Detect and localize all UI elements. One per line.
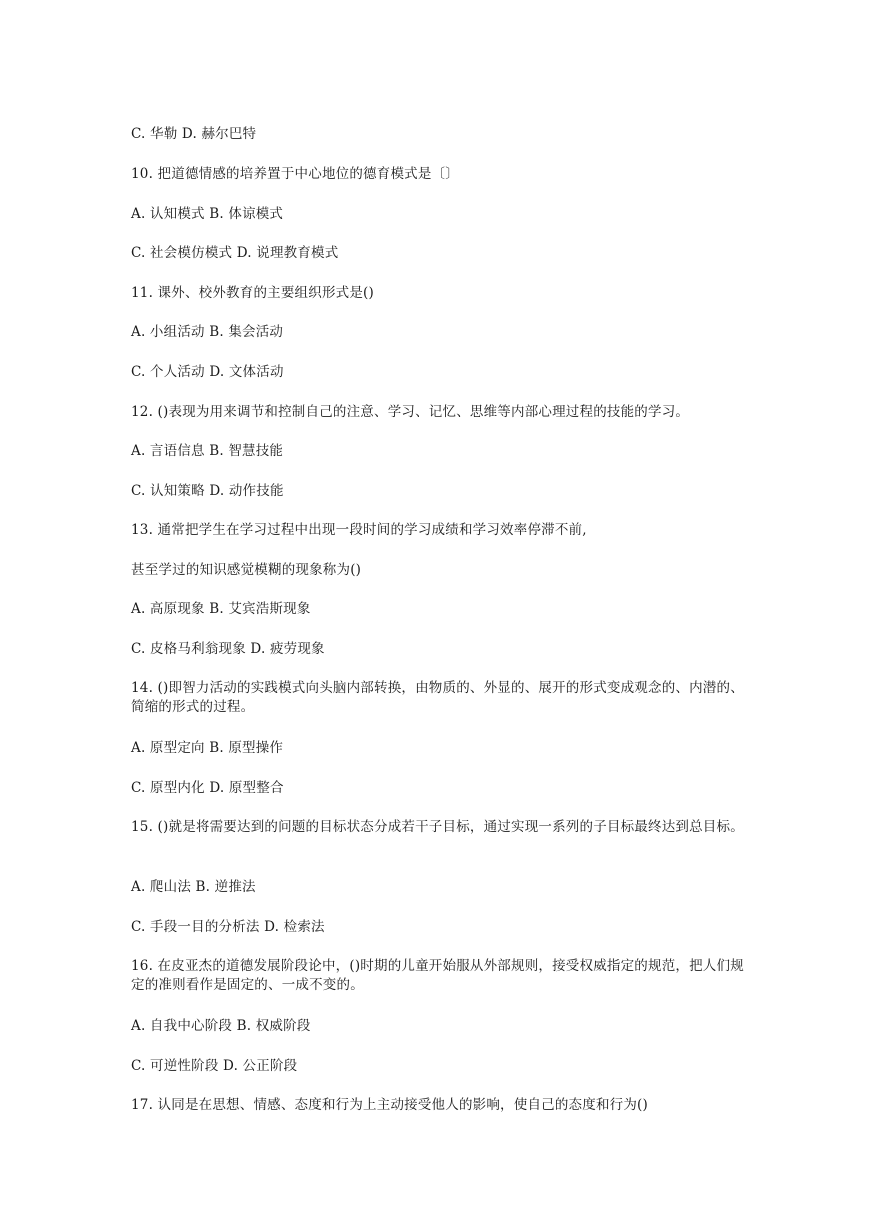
question-11: 11. 课外、校外教育的主要组织形式是() <box>131 285 374 301</box>
answer-options-line: A. 原型定向 B. 原型操作 <box>131 740 284 756</box>
answer-options-line: C. 认知策略 D. 动作技能 <box>131 483 284 499</box>
question-13: 13. 通常把学生在学习过程中出现一段时间的学习成绩和学习效率停滞不前, <box>131 522 587 538</box>
answer-options-line: C. 社会模仿模式 D. 说理教育模式 <box>131 245 339 261</box>
answer-options-line: C. 华勒 D. 赫尔巴特 <box>131 126 257 142</box>
answer-options-line: C. 可逆性阶段 D. 公正阶段 <box>131 1058 298 1074</box>
answer-options-line: A. 言语信息 B. 智慧技能 <box>131 443 284 459</box>
question-15: 15. ()就是将需要达到的问题的目标状态分成若干子目标，通过实现一系列的子目标最终达到总目标。 <box>131 819 744 835</box>
question-12: 12. ()表现为用来调节和控制自己的注意、学习、记忆、思维等内部心理过程的技能的学习。 <box>131 404 690 420</box>
answer-options-line: A. 爬山法 B. 逆推法 <box>131 879 256 895</box>
answer-options-line: A. 高原现象 B. 艾宾浩斯现象 <box>131 601 311 617</box>
answer-options-line: A. 小组活动 B. 集会活动 <box>131 324 284 340</box>
question-14: 14. ()即智力活动的实践模式向头脑内部转换，由物质的、外显的、展开的形式变成观念的、内潜的、简缩的形式的过程。 <box>131 680 744 715</box>
question-13-continued: 甚至学过的知识感觉模糊的现象称为() <box>131 562 362 578</box>
answer-options-line: A. 自我中心阶段 B. 权威阶段 <box>131 1018 311 1034</box>
answer-options-line: A. 认知模式 B. 体谅模式 <box>131 206 284 222</box>
question-17: 17. 认同是在思想、情感、态度和行为上主动接受他人的影响，使自己的态度和行为() <box>131 1097 648 1113</box>
answer-options-line: C. 原型内化 D. 原型整合 <box>131 780 284 796</box>
answer-options-line: C. 手段一目的分析法 D. 检索法 <box>131 919 325 935</box>
question-16: 16. 在皮亚杰的道德发展阶段论中，()时期的儿童开始服从外部规则，接受权威指定的规范，把人们规定的准则看作是固定的、一成不变的。 <box>131 958 744 993</box>
answer-options-line: C. 个人活动 D. 文体活动 <box>131 364 284 380</box>
question-10: 10. 把道德情感的培养置于中心地位的德育模式是〔〕 <box>131 166 459 182</box>
answer-options-line: C. 皮格马利翁现象 D. 疲劳现象 <box>131 641 325 657</box>
